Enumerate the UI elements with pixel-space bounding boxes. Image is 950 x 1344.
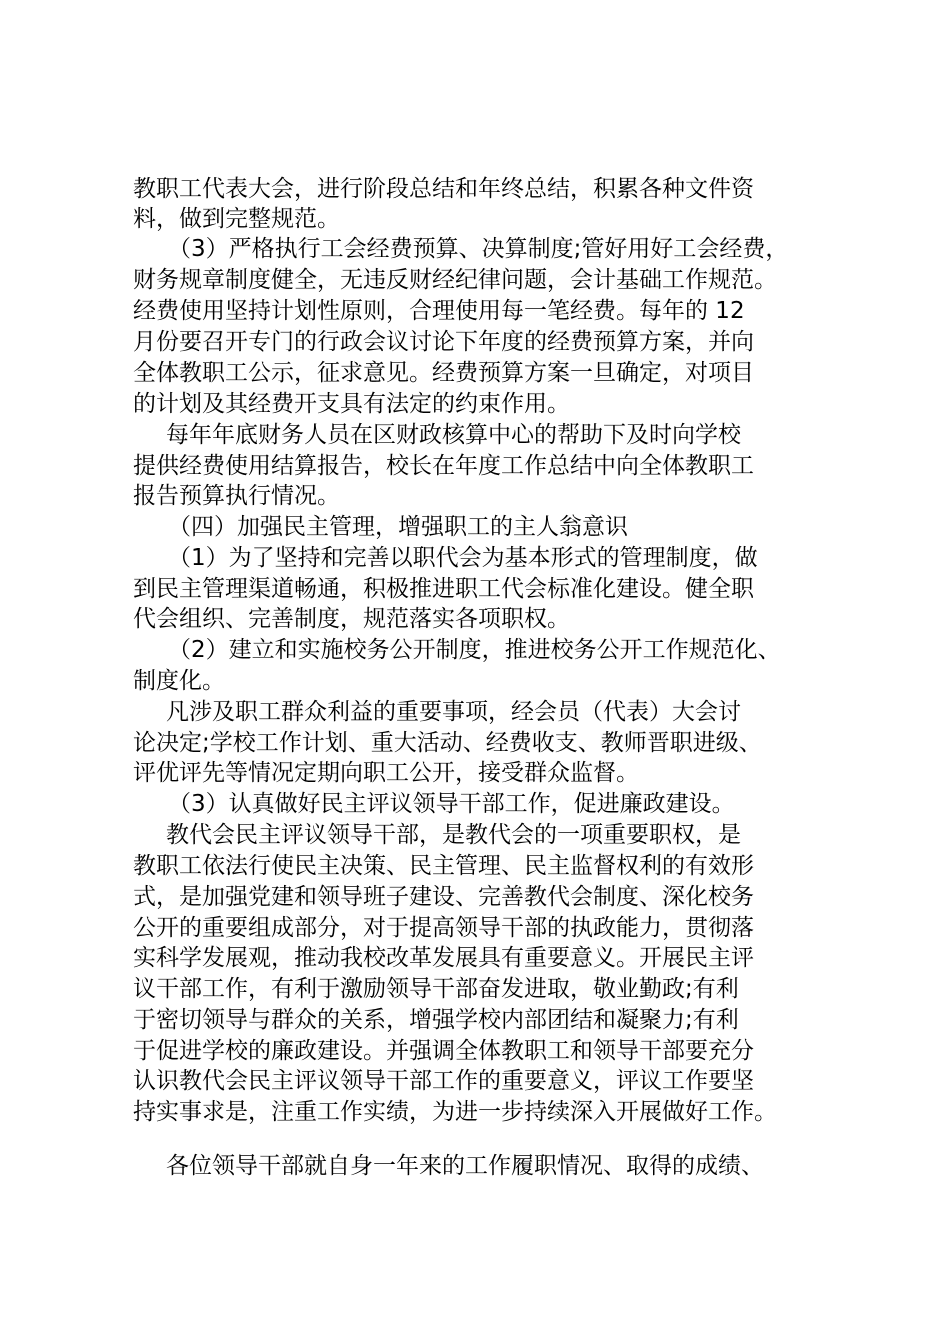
text-line: 于密切领导与群众的关系，增强学校内部团结和凝聚力;有利 xyxy=(133,1007,739,1033)
text-line: （2）建立和实施校务公开制度，推进校务公开工作规范化、 xyxy=(168,637,781,663)
text-line: （1）为了坚持和完善以职代会为基本形式的管理制度，做 xyxy=(168,545,758,571)
text-line: 代会组织、完善制度，规范落实各项职权。 xyxy=(133,606,570,632)
text-line: 式，是加强党建和领导班子建设、完善教代会制度、深化校务 xyxy=(133,884,754,910)
text-line: 论决定;学校工作计划、重大活动、经费收支、教师晋职进级、 xyxy=(133,730,762,756)
text-line: 教职工代表大会，进行阶段总结和年终总结，积累各种文件资 xyxy=(133,176,754,202)
text-line: 各位领导干部就自身一年来的工作履职情况、取得的成绩、 xyxy=(166,1153,764,1179)
text-line: （3）严格执行工会经费预算、决算制度;管好用好工会经费， xyxy=(168,236,789,262)
text-line: 到民主管理渠道畅通，积极推进职工代会标准化建设。健全职 xyxy=(133,576,754,602)
section-heading: （四）加强民主管理，增强职工的主人翁意识 xyxy=(168,514,628,540)
text-line: 议干部工作，有利于激励领导干部奋发进取，敬业勤政;有利 xyxy=(133,976,739,1002)
text-line: 评优评先等情况定期向职工公开，接受群众监督。 xyxy=(133,760,639,786)
text-line: 每年年底财务人员在区财政核算中心的帮助下及时向学校 xyxy=(166,422,741,448)
text-line: 报告预算执行情况。 xyxy=(133,483,340,509)
text-line: 提供经费使用结算报告，校长在年度工作总结中向全体教职工 xyxy=(133,453,754,479)
text-line: 教职工依法行使民主决策、民主管理、民主监督权利的有效形 xyxy=(133,853,754,879)
text-line: 认识教代会民主评议领导干部工作的重要意义，评议工作要坚 xyxy=(133,1068,754,1094)
text-line: 持实事求是，注重工作实绩，为进一步持续深入开展做好工作。 xyxy=(133,1099,777,1125)
text-line: 全体教职工公示，征求意见。经费预算方案一旦确定，对项目 xyxy=(133,360,754,386)
text-line: 料，做到完整规范。 xyxy=(133,206,340,232)
text-line: 于促进学校的廉政建设。并强调全体教职工和领导干部要充分 xyxy=(133,1038,754,1064)
text-line: 经费使用坚持计划性原则，合理使用每一笔经费。每年的 12 xyxy=(133,298,745,324)
text-line: 教代会民主评议领导干部，是教代会的一项重要职权，是 xyxy=(166,822,741,848)
text-line: 公开的重要组成部分，对于提高领导干部的执政能力，贯彻落 xyxy=(133,915,754,941)
text-line: 凡涉及职工群众利益的重要事项，经会员（代表）大会讨 xyxy=(166,699,741,725)
text-line: 制度化。 xyxy=(133,668,225,694)
text-line: 财务规章制度健全，无违反财经纪律问题，会计基础工作规范。 xyxy=(133,267,777,293)
text-line: 实科学发展观，推动我校改革发展具有重要意义。开展民主评 xyxy=(133,945,754,971)
text-line: （3）认真做好民主评议领导干部工作，促进廉政建设。 xyxy=(168,791,735,817)
text-line: 月份要召开专门的行政会议讨论下年度的经费预算方案，并向 xyxy=(133,329,754,355)
text-line: 的计划及其经费开支具有法定的约束作用。 xyxy=(133,391,570,417)
